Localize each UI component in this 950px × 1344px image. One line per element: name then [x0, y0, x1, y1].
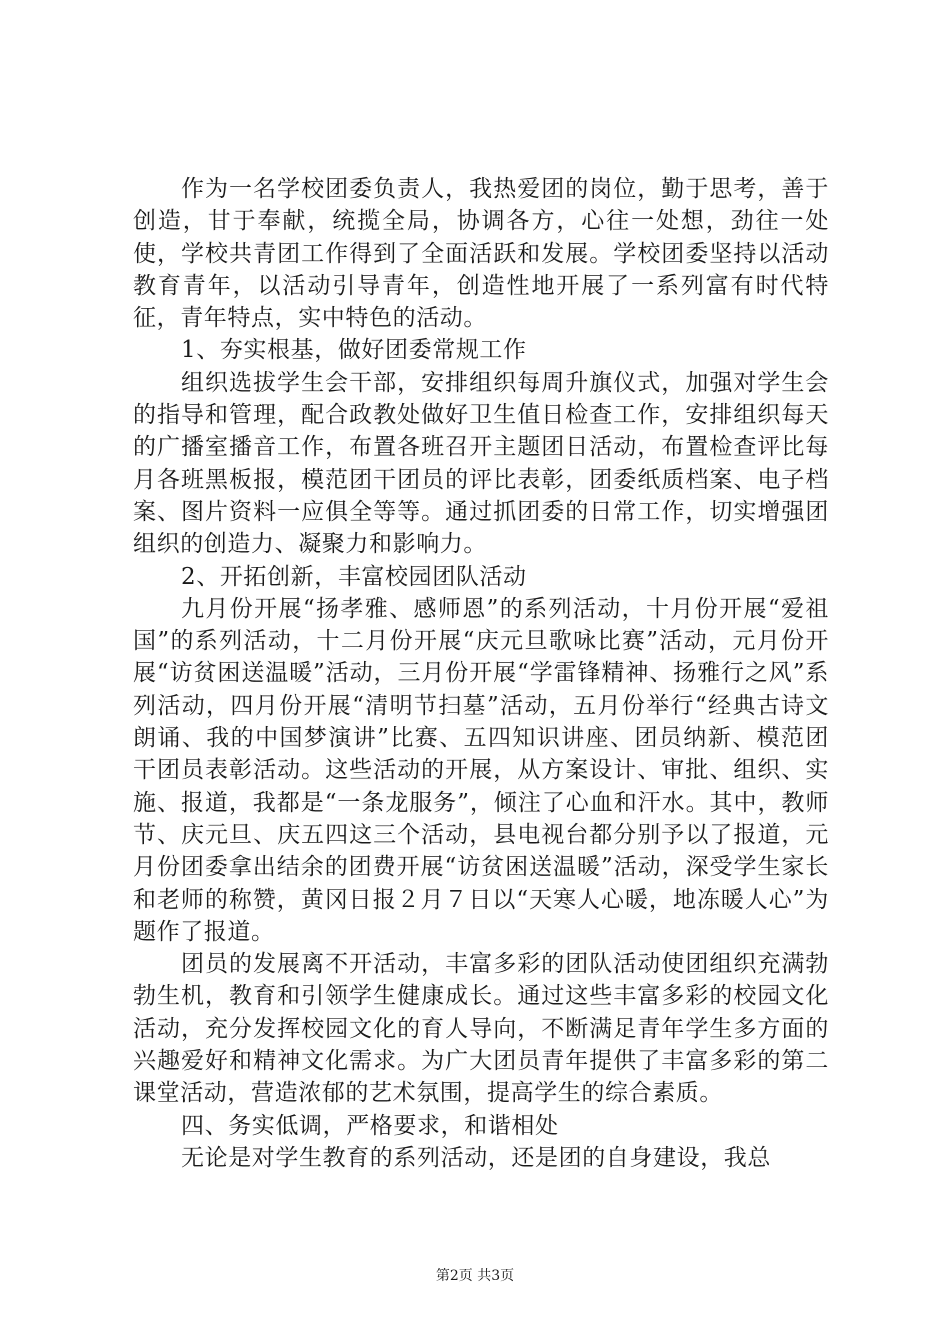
page-number-footer: 第2页 共3页	[435, 1268, 515, 1284]
paragraph-routine-work: 组织选拔学生会干部，安排组织每周升旗仪式，加强对学生会的指导和管理，配合政教处做好卫生值日检查工作，安排组织每天的广播室播音工作，布置各班召开主题团日活动，布置检查评比每月各班黑板报，模范团干团员的评比表彰，团委纸质档案、电子档案、图片资料一应俱全等等。通过抓团委的日常工作，切实增强团组织的创造力、凝聚力和影响力。	[133, 369, 829, 558]
section-heading-4: 四、务实低调，严格要求，和谐相处	[181, 1112, 559, 1139]
section-heading-2: 2、开拓创新，丰富校园团队活动	[181, 563, 527, 590]
paragraph-activities: 九月份开展“扬孝雅、感师恩”的系列活动，十月份开展“爱祖国”的系列活动，十二月份开展“庆元旦歌咏比赛”活动，元月份开展“访贫困送温暖”活动，三月份开展“学雷锋精神、扬雅行之风”系列活动，四月份开展“清明节扫墓”活动，五月份举行“经典古诗文朗诵、我的中国梦演讲”比赛、五四知识讲座、团员纳新、模范团干团员表彰活动。这些活动的开展，从方案设计、审批、组织、实施、报道，我都是“一条龙服务”，倾注了心血和汗水。其中，教师节、庆元旦、庆五四这三个活动，县电视台都分别予以了报道，元月份团委拿出结余的团费开展“访贫困送温暖”活动，深受学生家长和老师的称赞，黄冈日报２月７日以“天寒人心暖，地冻暖人心”为题作了报道。	[133, 595, 829, 945]
paragraph-continued: 无论是对学生教育的系列活动，还是团的自身建设，我总	[181, 1144, 771, 1171]
paragraph-development: 团员的发展离不开活动，丰富多彩的团队活动使团组织充满勃勃生机，教育和引领学生健康成长。通过这些丰富多彩的校园文化活动，充分发挥校园文化的育人导向，不断满足青年学生多方面的兴趣爱好和精神文化需求。为广大团员青年提供了丰富多彩的第二课堂活动，营造浓郁的艺术氛围，提高学生的综合素质。	[133, 951, 829, 1107]
document-body	[133, 173, 829, 1174]
paragraph-intro: 作为一名学校团委负责人，我热爱团的岗位，勤于思考，善于创造，甘于奉献，统揽全局，协调各方，心往一处想，劲往一处使，学校共青团工作得到了全面活跃和发展。学校团委坚持以活动教育青年，以活动引导青年，创造性地开展了一系列富有时代特征，青年特点，实中特色的活动。	[133, 176, 829, 332]
section-heading-1: 1、夯实根基，做好团委常规工作	[181, 337, 527, 364]
